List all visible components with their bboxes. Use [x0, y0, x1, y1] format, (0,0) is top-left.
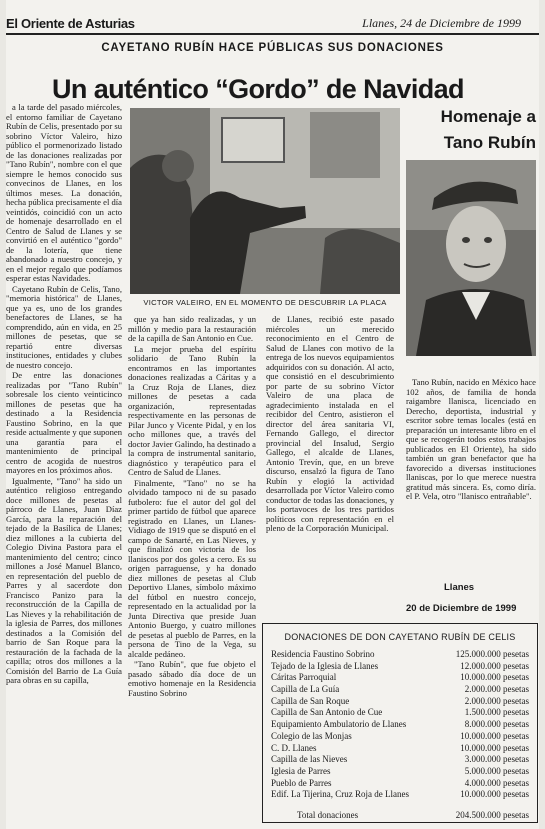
donation-row	[271, 672, 529, 684]
kicker: CAYETANO RUBÍN HACE PÚBLICAS SUS DONACIONES	[101, 42, 444, 54]
paragraph: "Tano Rubín", que fue objeto el pasado sábado día doce de un emotivo homenaje en la Residencia Faustino Sobrino	[128, 659, 256, 698]
total-label: Total donaciones	[297, 809, 359, 820]
donation-amount: 2.000.000 pesetas	[464, 695, 529, 706]
dateline	[406, 582, 538, 614]
donation-row	[271, 684, 529, 696]
donation-row	[271, 719, 529, 731]
donations-total-row	[271, 810, 529, 822]
sidebar-headline	[406, 104, 536, 156]
donation-row	[271, 766, 529, 778]
issue-date: Llanes, 24 de Diciembre de 1999	[362, 16, 521, 30]
photo-caption: VICTOR VALEIRO, EN EL MOMENTO DE DESCUBRIR LA PLACA	[143, 298, 387, 307]
donation-name: Capilla de San Antonio de Cue	[271, 707, 383, 718]
dateline-place: Llanes	[444, 582, 475, 593]
donation-amount: 10.000.000 pesetas	[460, 742, 529, 753]
paragraph: Finalmente, "Tano" no se ha olvidado tampoco ni de su pasado futbolero: fue el autor del gol del primer partido de fútbol que aparece registrado en Llanes, un Llanes-Vidiago de 1919 que se disputó en el campo de Sanarté, en Las Nieves, y que finalizó con victoria de los llaniscos por dos goles a cero. Es su origen parraguense, y ha donado diez millones de pesetas al Club Deportivo Llanes, símbolo máximo del fútbol en nuestro concejo, representado en la actualidad por la Junta Directiva que preside Juan Antonio Buergo, y cuatro millones de pesetas al pueblo de Parres, en la persona de Tino de la Vega, su alcalde pedáneo.	[128, 477, 256, 659]
portrait-photo	[406, 160, 536, 356]
donation-name: Equipamiento Ambulatorio de Llanes	[271, 719, 407, 730]
donation-name: C. D. Llanes	[271, 742, 317, 753]
donation-amount: 1.500.000 pesetas	[464, 707, 529, 718]
donation-amount: 10.000.000 pesetas	[460, 789, 529, 800]
donation-amount: 3.000.000 pesetas	[464, 754, 529, 765]
paragraph: De entre las donaciones realizadas por "Tano Rubín" sobresale los ciento veinticinco millones de pesetas que ha destinado a la Residencia Faustino Sobrino, en la que reside actualmente y que suponen una garantía para el mantenimiento de principal centro de acogida de nuestros mayores en los próximos años.	[6, 370, 122, 475]
donation-name: Capilla de las Nieves	[271, 754, 348, 765]
masthead	[6, 10, 539, 34]
donation-row	[271, 778, 529, 790]
article-column-2	[128, 315, 256, 829]
paragraph: La mejor prueba del espíritu solidario de Tano Rubín la encontramos en las importantes donaciones realizadas a Cáritas y a la Cruz Roja de Llanes, diez millones de pesetas a cada organización, representadas respectivamente en las personas de Pilar Junco y Vicente Pidal, y en los ocho millones que, a través del doctor Javier Galindo, ha destinado a la compra de instrumental sanitario, diagnóstico y terapéutico para el Centro de Salud de Llanes.	[128, 343, 256, 477]
paragraph: de Llanes, recibió este pasado miércoles un merecido reconocimiento en el Centro de Salud de Llanes con motivo de la entrega de los nuevos equipamientos adquiridos con su donación. Al acto, que consistió en el descubrimiento por parte de su sobrino Víctor Valeiro de una placa de agradecimiento instalada en el recibidor del Centro, asistieron el director del área sanitaria VI, Fernando Gallego, el director provincial del Insalud, Sergio Gallego, el alcalde de Llanes, Antonio Trevín, que, en un breve discurso, ensalzó la figura de Tano Rubín y elogió la actividad desarrollada por Víctor Valeiro como conductor de todas las donaciones, y los portavoces de los tres partidos políticos con representación en el pleno de la Corporación Municipal.	[266, 315, 394, 533]
dateline-date: 20 de Diciembre de 1999	[406, 603, 517, 614]
donations-table	[262, 623, 538, 823]
donation-name: Capilla de San Roque	[271, 695, 350, 706]
sidebar-column	[406, 378, 536, 570]
donation-amount: 8.000.000 pesetas	[464, 719, 529, 730]
sidebar-headline-line1: Homenaje a	[440, 107, 536, 126]
donation-amount: 125.000.000 pesetas	[455, 649, 529, 659]
paragraph: Cayetano Rubín de Celis, Tano, "memoria histórica" de Llanes, que ya es, uno de los grandes benefactores de Llanes, se ha comprendido, aún en vida, en 25 millones de pesetas, que se repartió entre diversas instituciones, entidades y clubes de nuestro concejo.	[6, 283, 122, 370]
donations-rows	[263, 649, 537, 801]
donation-row	[271, 789, 529, 801]
donation-name: Colegio de las Monjas	[271, 730, 352, 741]
sidebar-headline-line2: Tano Rubín	[443, 133, 536, 152]
headline: Un auténtico “Gordo” de Navidad	[52, 74, 464, 104]
donation-row	[271, 754, 529, 766]
donation-name: Cáritas Parroquial	[271, 672, 337, 683]
donation-name: Residencia Faustino Sobrino	[271, 649, 375, 659]
donation-row	[271, 661, 529, 673]
paragraph: Igualmente, "Tano" ha sido un auténtico religioso entregando doce millones de pesetas al párroco de Llanes, Juan Díaz García, para la reparación del tejado de la Basílica de Llanes; diez millones a la cubierta del Colegio Divina Pastora para el mantenimiento del centro; cinco millones a José Manuel Blanco, en representación del pueblo de Parres y al sacerdote don Francisco Panizo para la reconstrucción de la Capilla de Las Nieves y la rehabilitación de la iglesia de Parres, dos millones destinados a la Comisión del barrio de San Roque para la restauración de la fachada de la capilla; otros dos millones a la Comisión del Barrio de La Guía para obras en su capilla,	[6, 475, 122, 685]
donation-amount: 12.000.000 pesetas	[460, 660, 529, 671]
donation-name: Capilla de La Guía	[271, 684, 340, 695]
newspaper-name: El Oriente de Asturias	[6, 16, 135, 31]
donation-row	[271, 743, 529, 755]
total-amount: 204.500.000 pesetas	[455, 809, 529, 820]
donation-row	[271, 731, 529, 743]
ceremony-photo-image	[130, 108, 400, 294]
donation-name: Pueblo de Parres	[271, 777, 332, 788]
donation-amount: 10.000.000 pesetas	[460, 672, 529, 683]
donation-amount: 5.000.000 pesetas	[464, 765, 529, 776]
masthead-rule	[6, 33, 539, 35]
ceremony-photo	[130, 108, 400, 294]
donation-name: Edif. La Tijerina, Cruz Roja de Llanes	[271, 789, 409, 800]
portrait-photo-image	[406, 160, 536, 356]
paragraph: Tano Rubín, nacido en México hace 102 años, de familia de honda raigambre llanisca, licenciado en Derecho, deportista, industrial y escritor sobre temas locales (está en preparación un interesante libro en el que se recogerán todos estos trabajos publicados en El Oriente), ha sido también un gran benefactor que ha favorecido a diversas instituciones llaniscas, por lo que merece nuestra gratitud más sincera. Es, como diría. el P. Vela, otro "llanisco entrañable".	[406, 378, 536, 501]
article-column-3	[266, 315, 394, 617]
donation-amount: 2.000.000 pesetas	[464, 684, 529, 695]
article-column-1	[6, 103, 122, 829]
paragraph: a la tarde del pasado miércoles, el entorno familiar de Cayetano Rubín de Celis, presentado por su sobrino Víctor Valeiro, hizo público el pormenorizado listado de las donaciones realizadas por "Tano Rubín", nombre con el que siempre le hemos conocido sus convecinos de Llanes, en los últimos meses. La donación, hecha pública precisamente el día veintidós, coincidió con un acto de homenaje desarrollado en el Centro de Salud de Llanes y se convirtió en el auténtico "gordo" de la lotería, que tiene abandonado a nuestro concejo, y en el mejor regalo que podíamos esperar estas Navidades.	[6, 103, 122, 283]
donation-amount: 10.000.000 pesetas	[460, 730, 529, 741]
newspaper-page	[6, 0, 539, 829]
donation-name: Iglesia de Parres	[271, 765, 331, 776]
donation-row	[271, 649, 529, 661]
donation-amount: 4.000.000 pesetas	[464, 777, 529, 788]
donation-name: Tejado de la Iglesia de Llanes	[271, 660, 379, 671]
donation-row	[271, 707, 529, 719]
donations-table-title: DONACIONES DE DON CAYETANO RUBÍN DE CELIS	[284, 632, 516, 642]
paragraph: que ya han sido realizadas, y un millón y medio para la restauración de la capilla de San Antonio en Cue.	[128, 315, 256, 343]
donation-row	[271, 696, 529, 708]
